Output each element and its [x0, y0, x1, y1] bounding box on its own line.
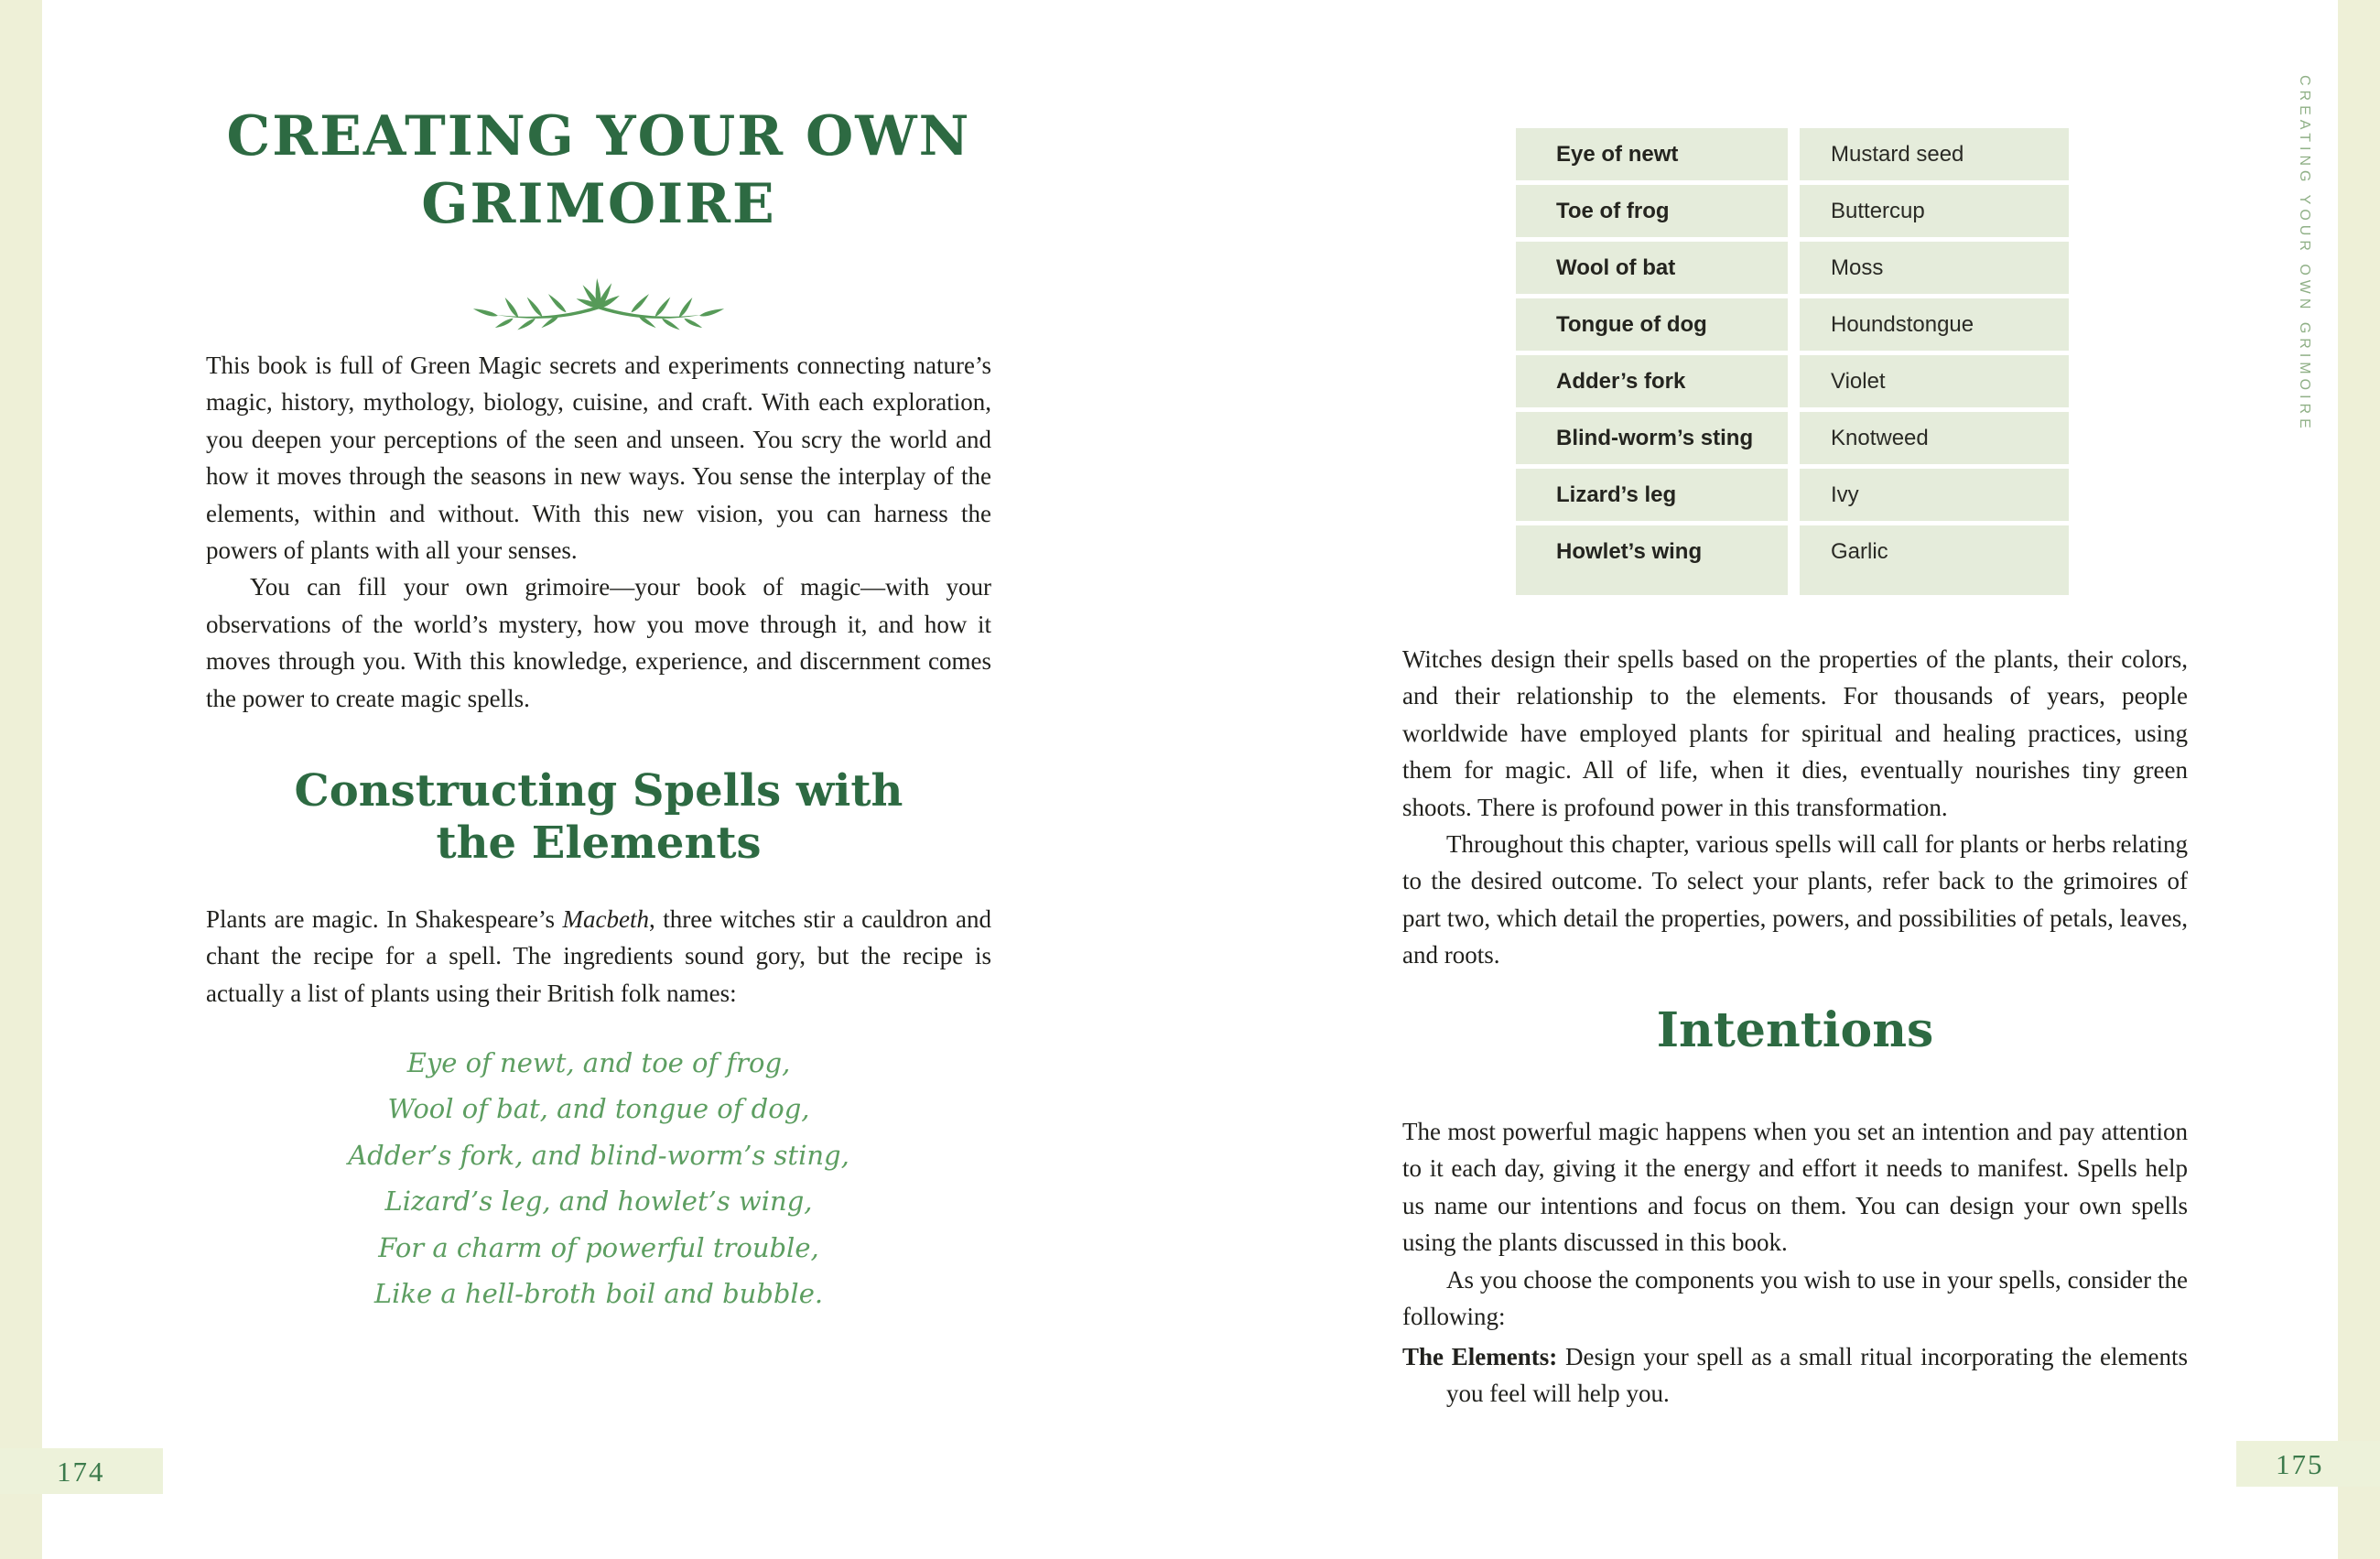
- table-cell-plant: Moss: [1800, 242, 2069, 294]
- chapter-title: [206, 103, 991, 238]
- table-cell-folk: Eye of newt: [1516, 128, 1788, 180]
- table-cell-plant: Houndstongue: [1800, 298, 2069, 351]
- table-row: [1516, 469, 2069, 521]
- running-head-vertical: CREATING YOUR OWN GRIMOIRE: [2297, 75, 2312, 433]
- poem-line: Wool of bat, and tongue of dog,: [387, 1093, 810, 1125]
- table-cell-plant: Violet: [1800, 355, 2069, 407]
- table-cell-plant: Mustard seed: [1800, 128, 2069, 180]
- elements-definition-block: [1402, 1338, 2188, 1413]
- intentions-paragraph-1: The most powerful magic happens when you set an intention and pay attention to it each day, giving it the energy and effort it needs to manifest. Spells help us name our intentions and focus on them. You can design your own spells using the plants discussed in this book.: [1402, 1118, 2188, 1257]
- table-cell-folk: Adder’s fork: [1516, 355, 1788, 407]
- right-page-edge: [2338, 0, 2380, 1559]
- intro-paragraph-1: This book is full of Green Magic secrets and experiments connecting nature’s magic, history, mythology, biology, cuisine, and craft. With each exploration, you deepen your perceptions of the seen and unseen. You scry the world and how it moves through the seasons in new ways. You sense the interplay of the elements, within and without. With this new vision, you can harness the powers of plants with all your senses.: [206, 352, 991, 565]
- laurel-divider-icon: [206, 267, 991, 341]
- table-cell-plant: Garlic: [1800, 525, 2069, 595]
- table-row: [1516, 242, 2069, 294]
- poem-line: For a charm of powerful trouble,: [378, 1231, 819, 1263]
- table-cell-folk: Toe of frog: [1516, 185, 1788, 237]
- section-heading-line1: Constructing Spells with: [294, 765, 903, 817]
- section-heading: [206, 765, 991, 870]
- folk-names-table: [1516, 128, 2069, 595]
- poem-line: Lizard’s leg, and howlet’s wing,: [384, 1185, 813, 1218]
- table-row: [1516, 185, 2069, 237]
- table-cell-plant: Ivy: [1800, 469, 2069, 521]
- table-cell-plant: Knotweed: [1800, 412, 2069, 464]
- table-row: [1516, 298, 2069, 351]
- page-number-right: 175: [2276, 1448, 2324, 1480]
- left-page-edge: [0, 0, 42, 1559]
- chapter-title-line1: CREATING YOUR OWN: [226, 104, 971, 168]
- macbeth-title: Macbeth: [562, 905, 649, 933]
- table-cell-folk: Lizard’s leg: [1516, 469, 1788, 521]
- plants-paragraph-block: [206, 901, 991, 1012]
- table-row: [1516, 128, 2069, 180]
- intentions-paragraph-2: As you choose the components you wish to use in your spells, consider the following:: [1402, 1265, 2188, 1331]
- poem-line: Eye of newt, and toe of frog,: [406, 1047, 791, 1078]
- elements-definition: [1402, 1338, 2188, 1413]
- table-row: [1516, 525, 2069, 595]
- table-cell-folk: Tongue of dog: [1516, 298, 1788, 351]
- witches-paragraphs: [1402, 641, 2188, 974]
- table-cell-folk: Wool of bat: [1516, 242, 1788, 294]
- elements-lead-in: The Elements:: [1402, 1343, 1558, 1370]
- intro-paragraph-2: You can fill your own grimoire—your book of magic—with your observations of the world’s mystery, how you move through it, and how it moves through you. With this knowledge, experience, and discernment comes the power to create magic spells.: [206, 573, 991, 712]
- page-number-left: 174: [57, 1456, 105, 1488]
- poem-line: Like a hell-broth boil and bubble.: [373, 1278, 824, 1310]
- macbeth-poem: [206, 1040, 991, 1316]
- chapter-title-line2: GRIMOIRE: [421, 172, 776, 236]
- table-cell-folk: Howlet’s wing: [1516, 525, 1788, 595]
- table-cell-plant: Buttercup: [1800, 185, 2069, 237]
- plants-paragraph-pre: Plants are magic. In Shakespeare’s: [206, 905, 563, 933]
- section-heading-line2: the Elements: [436, 817, 762, 869]
- table-cell-folk: Blind-worm’s sting: [1516, 412, 1788, 464]
- table-row: [1516, 412, 2069, 464]
- plants-paragraph: [206, 901, 991, 1012]
- intentions-heading: Intentions: [1656, 1002, 1934, 1058]
- plants-paragraph-post: , three witches stir a cauldron and chant the recipe for a spell. The ingredients sound gory, but the recipe is actually a list of plants using their British folk names:: [206, 905, 991, 1007]
- intentions-paragraphs: [1402, 1113, 2188, 1335]
- elements-definition-text: Design your spell as a small ritual incorporating the elements you feel will help you.: [1446, 1343, 2188, 1408]
- table-row: [1516, 355, 2069, 407]
- poem-line: Adder’s fork, and blind-worm’s sting,: [348, 1139, 849, 1171]
- witches-paragraph-2: Throughout this chapter, various spells will call for plants or herbs relating to the desired outcome. To select your plants, refer back to the grimoires of part two, which detail the properties, powers, and possibilities of petals, leaves, and roots.: [1402, 830, 2188, 969]
- witches-paragraph-1: Witches design their spells based on the properties of the plants, their colors, and their relationship to the elements. For thousands of years, people worldwide have employed plants for spiritual and healing practices, using them for magic. All of life, when it dies, eventually nourishes tiny green shoots. There is profound power in this transformation.: [1402, 645, 2188, 821]
- intro-paragraphs: [206, 347, 991, 717]
